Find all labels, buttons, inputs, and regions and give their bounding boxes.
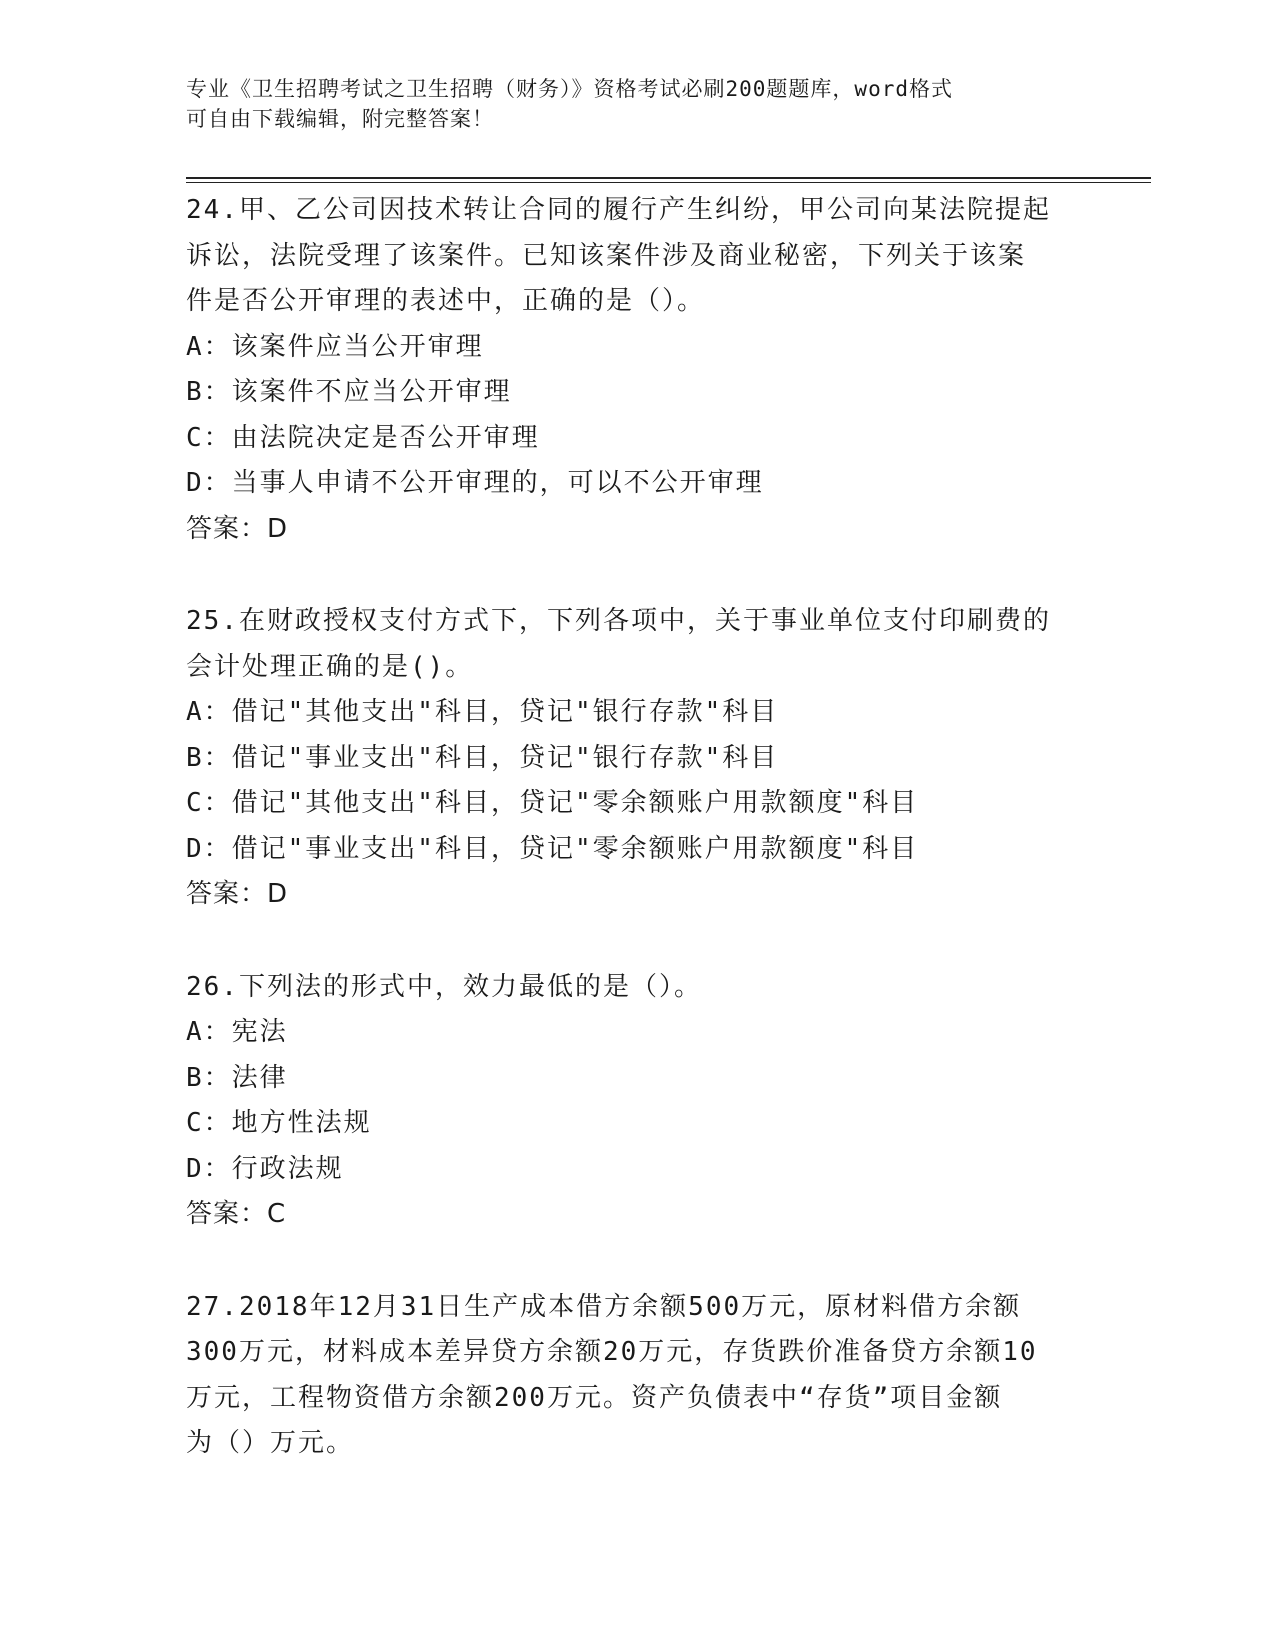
answer-line: 答案：D bbox=[186, 879, 289, 909]
question-stem-line: 件是否公开审理的表述中，正确的是（）。 bbox=[186, 286, 706, 316]
question-separator bbox=[186, 1238, 1086, 1285]
option-b: B：借记"事业支出"科目，贷记"银行存款"科目 bbox=[186, 742, 779, 773]
question-separator bbox=[186, 552, 1086, 599]
question-list bbox=[186, 188, 1086, 1467]
question-stem-line: 24.甲、乙公司因技术转让合同的履行产生纠纷，甲公司向某法院提起 bbox=[186, 195, 1051, 225]
option-c: C：借记"其他支出"科目，贷记"零余额账户用款额度"科目 bbox=[186, 788, 919, 818]
question-stem-line: 25.在财政授权支付方式下，下列各项中，关于事业单位支付印刷费的 bbox=[186, 606, 1051, 636]
question-24 bbox=[186, 188, 1086, 552]
option-a: A：该案件应当公开审理 bbox=[186, 331, 484, 362]
question-27 bbox=[186, 1285, 1086, 1467]
option-b: B：该案件不应当公开审理 bbox=[186, 377, 512, 407]
option-b: B：法律 bbox=[186, 1062, 288, 1093]
option-a: A：借记"其他支出"科目，贷记"银行存款"科目 bbox=[186, 697, 779, 727]
question-stem-line: 万元，工程物资借方余额200万元。资产负债表中“存货”项目金额 bbox=[186, 1382, 1003, 1413]
question-26 bbox=[186, 965, 1086, 1238]
header-divider-thick bbox=[186, 177, 1151, 179]
option-a: A：宪法 bbox=[186, 1017, 288, 1047]
question-25 bbox=[186, 599, 1086, 918]
option-c: C：地方性法规 bbox=[186, 1108, 372, 1138]
option-d: D：当事人申请不公开审理的，可以不公开审理 bbox=[186, 468, 764, 498]
question-stem-line: 诉讼，法院受理了该案件。已知该案件涉及商业秘密，下列关于该案 bbox=[186, 240, 1027, 271]
question-stem-line: 26.下列法的形式中，效力最低的是（）。 bbox=[186, 971, 702, 1002]
question-stem-line: 300万元，材料成本差异贷方余额20万元，存货跌价准备贷方余额10 bbox=[186, 1337, 1038, 1367]
option-d: D：行政法规 bbox=[186, 1153, 344, 1184]
question-separator bbox=[186, 918, 1086, 965]
answer-line: 答案：C bbox=[186, 1199, 287, 1229]
question-stem-line: 27.2018年12月31日生产成本借方余额500万元，原材料借方余额 bbox=[186, 1291, 1022, 1322]
answer-line: 答案：D bbox=[186, 513, 289, 544]
option-d: D：借记"事业支出"科目，贷记"零余额账户用款额度"科目 bbox=[186, 833, 919, 864]
document-header bbox=[186, 74, 1086, 134]
header-line-2: 可自由下载编辑，附完整答案！ bbox=[186, 107, 494, 131]
option-c: C：由法院决定是否公开审理 bbox=[186, 422, 540, 453]
header-divider-thin bbox=[186, 182, 1151, 183]
question-stem-line: 为（）万元。 bbox=[186, 1428, 355, 1458]
header-line-1: 专业《卫生招聘考试之卫生招聘（财务）》资格考试必刷200题题库，word格式 bbox=[186, 77, 953, 101]
question-stem-line: 会计处理正确的是()。 bbox=[186, 651, 474, 682]
